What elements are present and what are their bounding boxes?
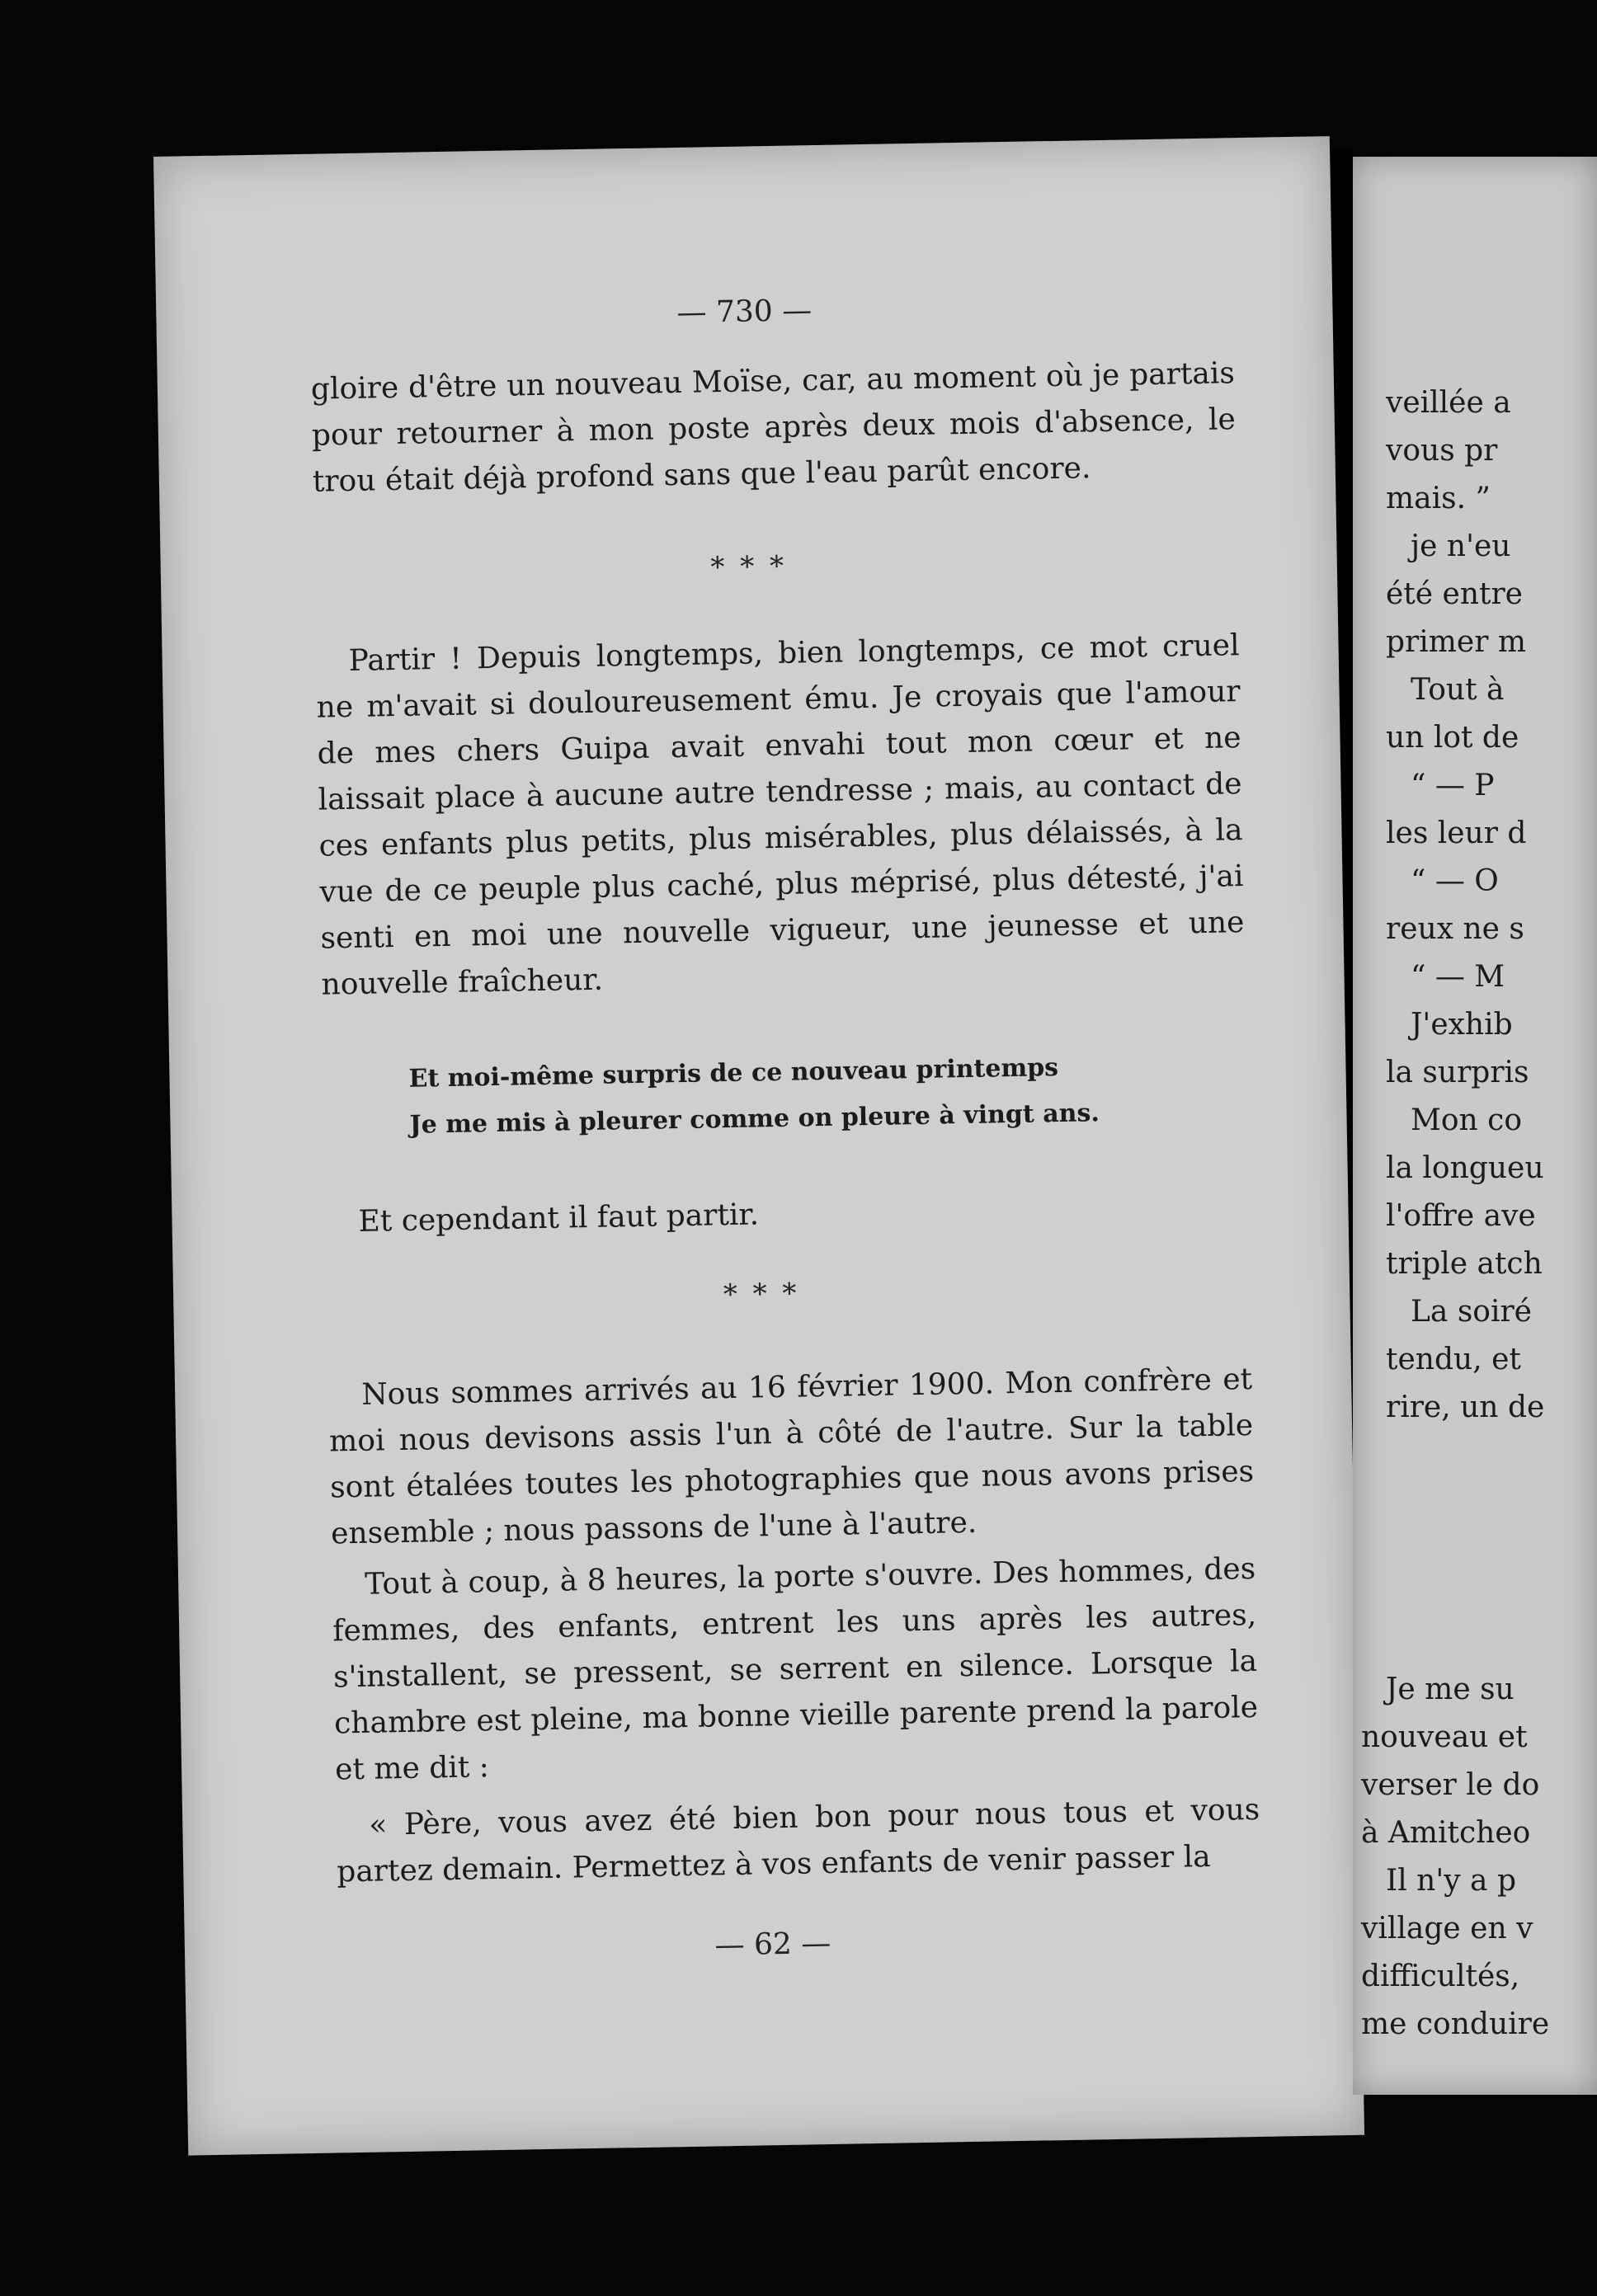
right-line: triple atch [1386, 1247, 1543, 1281]
paragraph-2: Partir ! Depuis longtemps, bien longtemps, ce mot cruel ne m'avait si douloureusement ému. Je croyais que l'amour de mes chers Guipa avait envahi tout mon cœur et ne laissait place à aucune autre tendresse ; mais, au contact de ces enfants plus petits, plus misérables, plus délaissés, à la vue de ce peuple plus caché, plus méprisé, plus détesté, j'ai senti en moi une nouvelle vigueur, une jeunesse et une nouvelle fraîcheur. [316, 628, 1245, 1002]
right-page-text-top [1386, 379, 1597, 1432]
right-line: Il n'y a p [1386, 1864, 1516, 1898]
paragraph-3: Et cependant il faut partir. [358, 1197, 760, 1239]
right-line: à Amitcheo [1361, 1816, 1531, 1850]
right-line: “ — O [1411, 864, 1499, 898]
page-number-top: — 730 — [676, 294, 813, 330]
right-line: tendu, et [1386, 1343, 1521, 1376]
asterism-2: * * * [723, 1277, 800, 1312]
right-line: les leur d [1386, 816, 1527, 850]
right-line: rire, un de [1386, 1390, 1545, 1424]
right-line: primer m [1386, 625, 1526, 659]
right-line: la longueu [1386, 1151, 1544, 1185]
right-line: La soiré [1411, 1295, 1532, 1329]
asterism-1: * * * [710, 549, 788, 585]
paragraph-4: Nous sommes arrivés au 16 février 1900. Mon confrère et moi nous devisons assis l'un à côté de l'autre. Sur la table sont étalées toutes les photographies que nous avons prises ensemble ; nous passons de l'une à l'autre. [328, 1362, 1255, 1551]
right-line: l'offre ave [1386, 1199, 1536, 1233]
right-line: la surpris [1386, 1056, 1529, 1089]
right-line: mais. ” [1386, 482, 1491, 515]
verse-line-1: Et moi-même surpris de ce nouveau printemps [408, 1053, 1059, 1094]
right-line: Mon co [1411, 1103, 1522, 1137]
right-line: veillée a [1386, 386, 1511, 420]
right-line: vous pr [1386, 434, 1498, 468]
right-page-text-bottom [1361, 1666, 1597, 2049]
right-line: Je me su [1386, 1673, 1515, 1706]
paragraph-6: « Père, vous avez été bien bon pour nous tous et vous partez demain. Permettez à vos enfants de venir passer la [336, 1792, 1260, 1889]
right-line: Tout à [1411, 673, 1505, 707]
paragraph-5: Tout à coup, à 8 heures, la porte s'ouvre. Des hommes, des femmes, des enfants, entrent les uns après les autres, s'installent, se pressent, se serrent en silence. Lorsque la chambre est pleine, ma bonne vieille parente prend la parole et me dit : [332, 1551, 1259, 1787]
verse-line-2: Je me mis à pleurer comme on pleure à vingt ans. [409, 1099, 1100, 1140]
right-line: nouveau et [1361, 1720, 1528, 1754]
left-page [153, 136, 1364, 2156]
right-page [1353, 157, 1597, 2095]
right-line: me conduire [1361, 2007, 1550, 2041]
paragraph-1: gloire d'être un nouveau Moïse, car, au moment où je partais pour retourner à mon poste après deux mois d'absence, le trou était déjà profond sans que l'eau parût encore. [310, 356, 1237, 499]
right-line: été entre [1386, 577, 1523, 611]
right-line: je n'eu [1411, 529, 1511, 563]
right-line: difficultés, [1361, 1960, 1520, 1993]
right-line: village en v [1361, 1912, 1533, 1945]
right-line: reux ne s [1386, 912, 1524, 946]
right-line: “ — M [1411, 960, 1505, 994]
right-line: J'exhib [1411, 1008, 1513, 1042]
right-line: verser le do [1361, 1768, 1540, 1802]
page-number-bottom: — 62 — [714, 1926, 831, 1963]
right-line: “ — P [1411, 769, 1495, 802]
right-line: un lot de [1386, 721, 1519, 755]
